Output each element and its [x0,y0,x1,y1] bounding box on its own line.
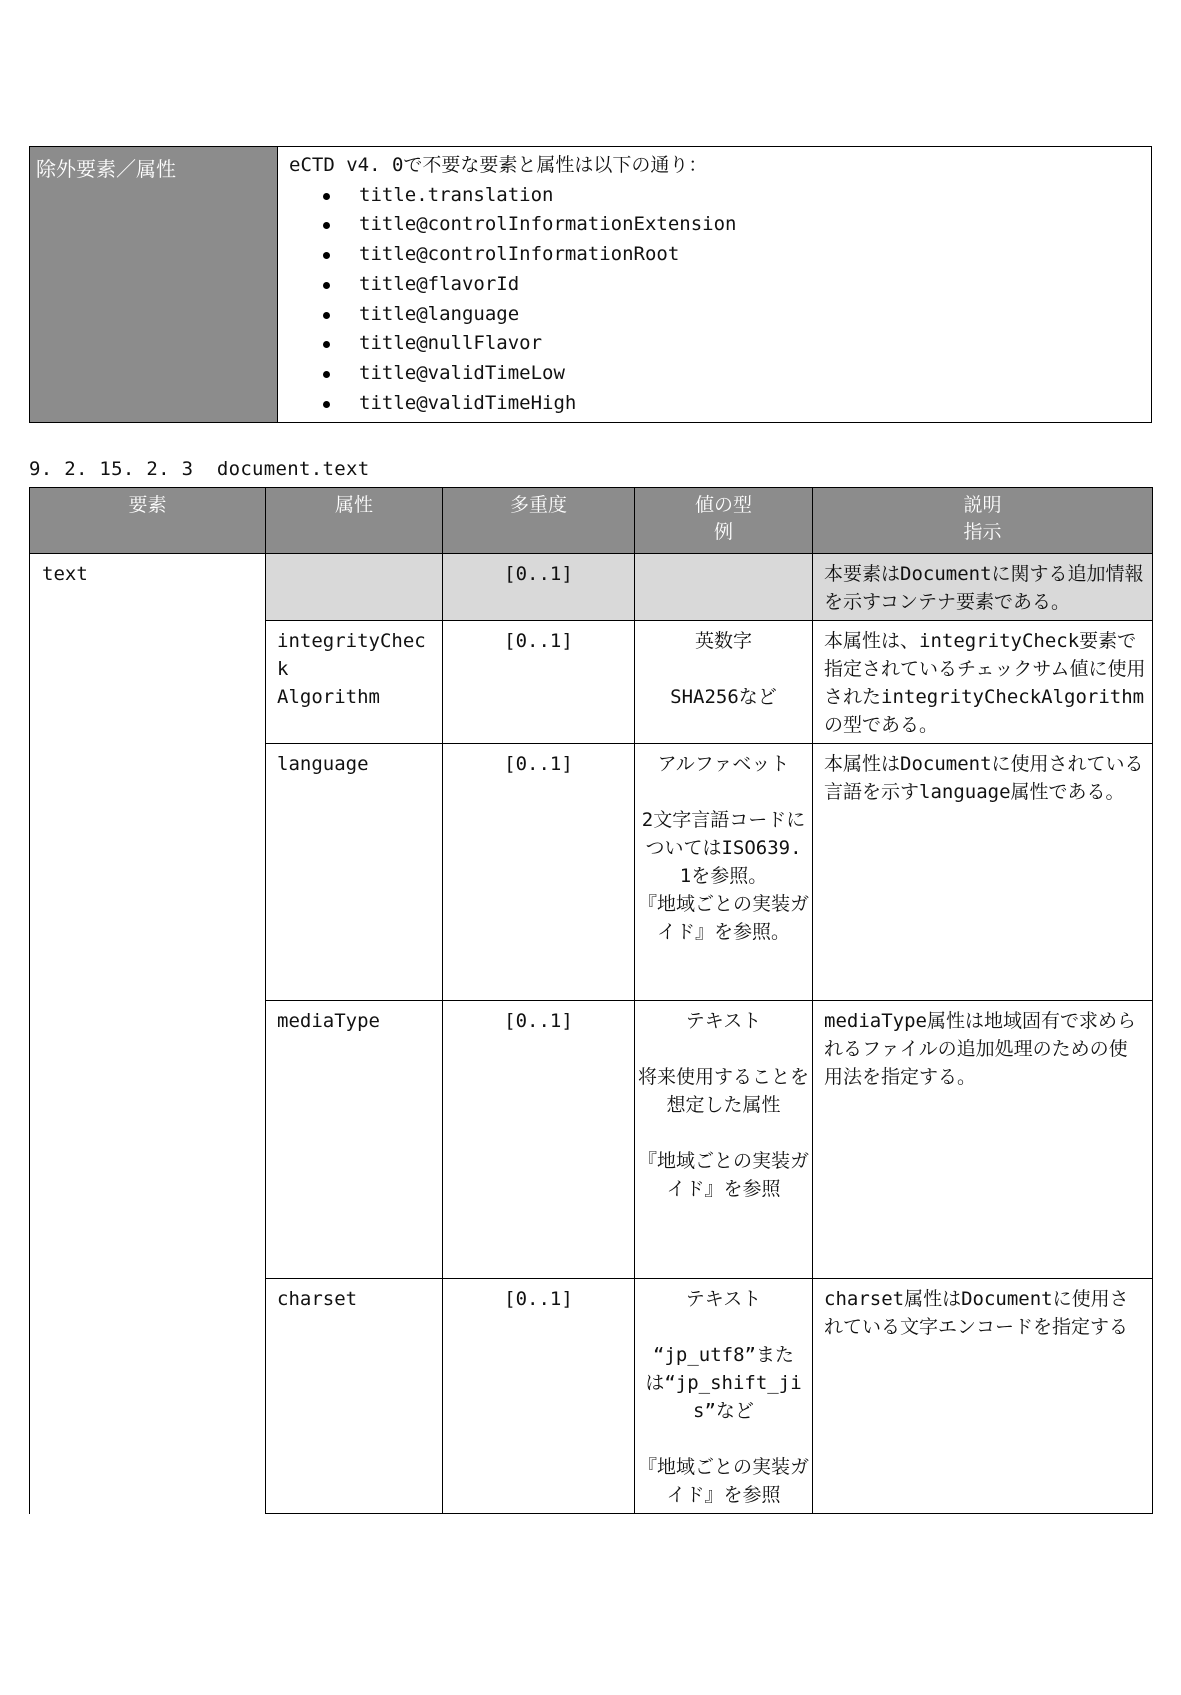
excluded-list [289,181,1140,419]
element-cell: text [30,554,266,1514]
excluded-item: title@flavorId [323,270,1140,300]
multiplicity-cell: [0..1] [443,554,635,621]
description-cell: 本要素はDocumentに関する追加情報を示すコンテナ要素である。 [813,554,1153,621]
excluded-body [278,147,1152,423]
multiplicity-cell: [0..1] [443,621,635,744]
excluded-elements-table [29,146,1152,423]
header-type-line2: 例 [713,521,733,543]
multiplicity-cell: [0..1] [443,1001,635,1279]
excluded-item: title@controlInformationRoot [323,240,1140,270]
header-multiplicity: 多重度 [443,488,635,554]
header-type-line1: 値の型 [694,494,752,516]
excluded-label: 除外要素／属性 [30,147,278,423]
excluded-row [30,147,1152,423]
multiplicity-cell: [0..1] [443,1279,635,1514]
excluded-item: title@nullFlavor [323,329,1140,359]
excluded-item: title@validTimeHigh [323,389,1140,419]
section-number: 9. 2. 15. 2. 3 [29,458,194,480]
attribute-cell: integrityCheck Algorithm [266,621,443,744]
attribute-cell: charset [266,1279,443,1514]
excluded-item: title@validTimeLow [323,359,1140,389]
excluded-item: title@controlInformationExtension [323,210,1140,240]
document-text-table [29,487,1153,1514]
section-title: document.text [216,458,370,480]
header-element: 要素 [30,488,266,554]
header-desc-line2: 指示 [963,521,1002,543]
description-cell: 本属性はDocumentに使用されている言語を示すlanguage属性である。 [813,744,1153,1001]
attribute-cell: language [266,744,443,1001]
description-cell: 本属性は、integrityCheck要素で指定されているチェックサム値に使用されたintegrityCheckAlgorithmの型である。 [813,621,1153,744]
multiplicity-cell: [0..1] [443,744,635,1001]
header-desc-line1: 説明 [963,494,1002,516]
attribute-cell: mediaType [266,1001,443,1279]
type-cell: テキスト 将来使用することを想定した属性 『地域ごとの実装ガイド』を参照 [635,1001,813,1279]
attribute-cell [266,554,443,621]
section-heading [29,458,369,480]
table-row [30,554,1153,621]
description-cell: charset属性はDocumentに使用されている文字エンコードを指定する [813,1279,1153,1514]
type-cell: テキスト “jp_utf8”または“jp_shift_jis”など 『地域ごとの実装ガイド』を参照 [635,1279,813,1514]
excluded-intro: eCTD v4. 0で不要な要素と属性は以下の通り： [289,154,708,176]
type-cell [635,554,813,621]
header-attribute: 属性 [266,488,443,554]
excluded-item: title.translation [323,181,1140,211]
type-cell: 英数字 SHA256など [635,621,813,744]
type-cell: アルファベット 2文字言語コードについてはISO639. 1を参照。 『地域ごとの実装ガイド』を参照。 [635,744,813,1001]
excluded-item: title@language [323,300,1140,330]
description-cell: mediaType属性は地域固有で求められるファイルの追加処理のための使用法を指定する。 [813,1001,1153,1279]
table-header-row [30,488,1153,554]
header-type [635,488,813,554]
header-description [813,488,1153,554]
